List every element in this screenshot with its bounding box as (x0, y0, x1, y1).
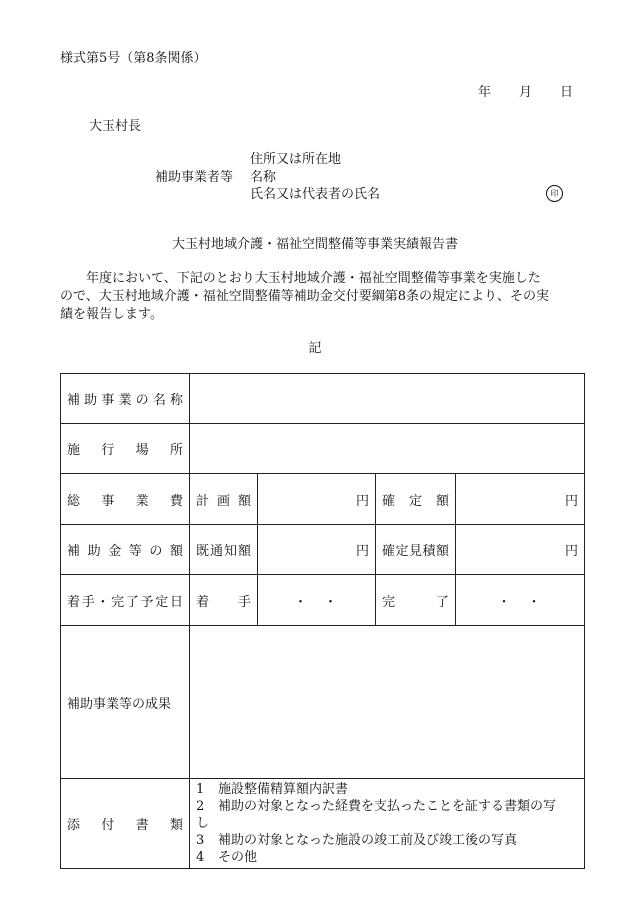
row-header-schedule: 着手・完了予定日 (61, 575, 190, 626)
table-row (61, 626, 585, 779)
applicant-representative-label: 氏名又は代表者の氏名 (250, 187, 381, 202)
attachment-item (196, 781, 578, 798)
document-title: 大玉村地域介護・福祉空間整備等事業実績報告書 (171, 237, 458, 252)
confirmed-estimate-label: 確定見積額 (376, 525, 456, 575)
ki-heading: 記 (308, 341, 322, 356)
attachment-number: 1 (196, 782, 205, 797)
attachment-text: 補助の対象となった経費を支払ったことを証する書類の写 (218, 799, 557, 814)
applicant-label: 補助事業者等 (155, 170, 234, 185)
seal-icon: 印 (546, 185, 563, 202)
table-row (61, 575, 585, 626)
start-date-field[interactable]: ・ ・ (258, 575, 376, 626)
date-year-label: 年 (478, 85, 492, 100)
attachment-number: 3 (196, 833, 205, 848)
table-row (61, 474, 585, 525)
addressee: 大玉村長 (89, 119, 142, 134)
body-line: 年度において、下記のとおり大玉村地域介護・福祉空間整備等事業を実施した (60, 271, 541, 286)
attachment-number: 2 (196, 799, 205, 814)
row-header-total-cost: 総事業費 (61, 474, 190, 525)
confirmed-amount-field[interactable]: 円 (456, 474, 585, 525)
row-header-results: 補助事業等の成果 (61, 626, 190, 779)
date-day-label: 日 (560, 85, 574, 100)
completion-date-field[interactable]: ・ ・ (456, 575, 585, 626)
location-field[interactable] (190, 424, 585, 474)
attachment-text: し (196, 816, 210, 831)
body-line: 績を報告します。 (60, 307, 163, 322)
date-month-label: 月 (519, 85, 533, 100)
table-row (61, 779, 585, 869)
attachment-item (196, 798, 578, 815)
form-number: 様式第5号（第8条関係） (60, 51, 207, 66)
table-row (61, 424, 585, 474)
applicant-address-label: 住所又は所在地 (250, 152, 342, 167)
row-header-attachments: 添付書類 (61, 779, 190, 869)
project-name-field[interactable] (190, 374, 585, 424)
body-paragraph (60, 270, 576, 324)
results-field[interactable] (190, 626, 585, 779)
planned-amount-field[interactable]: 円 (258, 474, 376, 525)
attachment-text: 補助の対象となった施設の竣工前及び竣工後の写真 (218, 833, 518, 848)
attachment-text: その他 (218, 850, 258, 865)
confirmed-amount-label: 確定額 (376, 474, 456, 525)
attachment-item (196, 815, 578, 832)
completion-label: 完了 (376, 575, 456, 626)
attachment-list (190, 779, 585, 869)
notified-amount-field[interactable]: 円 (258, 525, 376, 575)
notified-amount-label: 既通知額 (190, 525, 258, 575)
row-header-subsidy-amount: 補助金等の額 (61, 525, 190, 575)
table-row (61, 525, 585, 575)
attachment-item (196, 832, 578, 849)
attachment-number: 4 (196, 850, 205, 865)
planned-amount-label: 計画額 (190, 474, 258, 525)
attachment-text: 施設整備精算額内訳書 (218, 782, 349, 797)
attachment-item (196, 849, 578, 866)
table-row (61, 374, 585, 424)
confirmed-estimate-field[interactable]: 円 (456, 525, 585, 575)
start-label: 着手 (190, 575, 258, 626)
applicant-name-label: 名称 (250, 170, 277, 185)
row-header-location: 施行場所 (61, 424, 190, 474)
report-table (60, 373, 585, 869)
body-line: ので、大玉村地域介護・福祉空間整備等補助金交付要綱第8条の規定により、その実 (60, 289, 550, 304)
row-header-project-name: 補助事業の名称 (61, 374, 190, 424)
